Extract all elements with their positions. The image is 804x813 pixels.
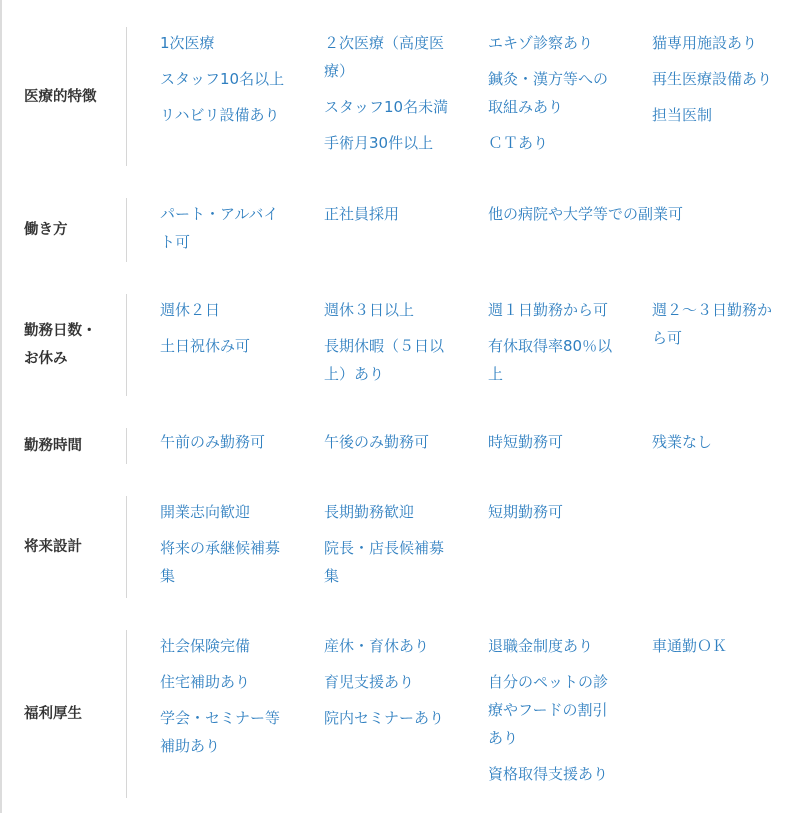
option-grid (127, 428, 792, 464)
option-link[interactable]: リハビリ設備あり (160, 106, 280, 124)
option-link[interactable]: エキゾ診察あり (488, 34, 594, 52)
section-label: 働き方 (0, 198, 127, 262)
option-column (488, 200, 792, 256)
option-link[interactable]: ＣＴあり (488, 134, 549, 152)
option-link[interactable]: 1次医療 (160, 34, 215, 52)
option-column (324, 296, 488, 388)
option-link[interactable]: 将来の承継候補募集 (160, 539, 281, 585)
option-link[interactable]: 正社員採用 (324, 205, 400, 223)
option-link[interactable]: 長期休暇（５日以上）あり (324, 337, 445, 383)
option-grid (127, 496, 792, 598)
option-column (324, 29, 488, 157)
option-link[interactable]: 育児支援あり (324, 673, 415, 691)
option-link[interactable]: 社会保険完備 (160, 637, 251, 655)
option-column (160, 200, 324, 256)
option-link[interactable]: 午後のみ勤務可 (324, 433, 430, 451)
option-link[interactable]: 学会・セミナー等補助あり (160, 709, 281, 755)
option-column (488, 428, 652, 456)
section-label: 勤務時間 (0, 428, 127, 464)
option-link[interactable]: 午前のみ勤務可 (160, 433, 266, 451)
section-label: 勤務日数・ お休み (0, 294, 127, 396)
section-label: 福利厚生 (0, 630, 127, 798)
option-column (652, 29, 792, 157)
option-link[interactable]: 猫専用施設あり (652, 34, 758, 52)
option-link[interactable]: 土日祝休み可 (160, 337, 251, 355)
option-column (652, 632, 792, 788)
option-column (160, 498, 324, 590)
option-link[interactable]: 残業なし (652, 433, 713, 451)
option-link[interactable]: スタッフ10名以上 (160, 70, 285, 88)
section-work-style (0, 198, 804, 262)
option-grid (127, 27, 792, 166)
option-link[interactable]: 週休３日以上 (324, 301, 415, 319)
option-column (488, 29, 652, 157)
option-link[interactable]: 自分のペットの診療やフードの割引あり (488, 673, 609, 747)
option-column (324, 200, 488, 256)
option-column (652, 428, 792, 456)
option-link[interactable]: 資格取得支援あり (488, 765, 609, 783)
section-benefits (0, 630, 804, 798)
option-link[interactable]: スタッフ10名未満 (324, 98, 449, 116)
option-column (160, 428, 324, 456)
option-column (324, 632, 488, 788)
option-link[interactable]: 週休２日 (160, 301, 221, 319)
option-column (652, 296, 792, 388)
option-link[interactable]: 短期勤務可 (488, 503, 564, 521)
option-link[interactable]: 開業志向歓迎 (160, 503, 251, 521)
section-label: 医療的特徴 (0, 27, 127, 166)
option-link[interactable]: 週１日勤務から可 (488, 301, 609, 319)
option-column (160, 632, 324, 788)
option-column (488, 296, 652, 388)
option-link[interactable]: 院長・店長候補募集 (324, 539, 445, 585)
option-grid (127, 294, 792, 396)
section-medical-features (0, 27, 804, 166)
option-link[interactable]: 担当医制 (652, 106, 713, 124)
option-link[interactable]: 週２〜３日勤務から可 (652, 301, 773, 347)
option-link[interactable]: ２次医療（高度医療） (324, 34, 445, 80)
option-link[interactable]: 手術月30件以上 (324, 134, 434, 152)
option-link[interactable]: 他の病院や大学等での副業可 (488, 205, 684, 223)
option-grid (127, 630, 792, 798)
option-link[interactable]: 退職金制度あり (488, 637, 594, 655)
option-link[interactable]: 長期勤務歓迎 (324, 503, 415, 521)
option-link[interactable]: 産休・育休あり (324, 637, 430, 655)
option-link[interactable]: 院内セミナーあり (324, 709, 445, 727)
option-link[interactable]: 再生医療設備あり (652, 70, 773, 88)
option-link[interactable]: 車通勤ＯＫ (652, 637, 728, 655)
option-column (324, 498, 488, 590)
option-link[interactable]: 時短勤務可 (488, 433, 564, 451)
option-link[interactable]: パート・アルバイト可 (160, 205, 279, 251)
section-career-plan (0, 496, 804, 598)
option-column (488, 498, 652, 590)
section-label: 将来設計 (0, 496, 127, 598)
option-grid (127, 198, 792, 262)
section-work-hours (0, 428, 804, 464)
option-column (324, 428, 488, 456)
option-column (488, 632, 652, 788)
option-column (160, 296, 324, 388)
option-link[interactable]: 住宅補助あり (160, 673, 251, 691)
option-column (160, 29, 324, 157)
option-link[interactable]: 有休取得率80％以上 (488, 337, 613, 383)
option-link[interactable]: 鍼灸・漢方等への取組みあり (488, 70, 609, 116)
section-work-days (0, 294, 804, 396)
